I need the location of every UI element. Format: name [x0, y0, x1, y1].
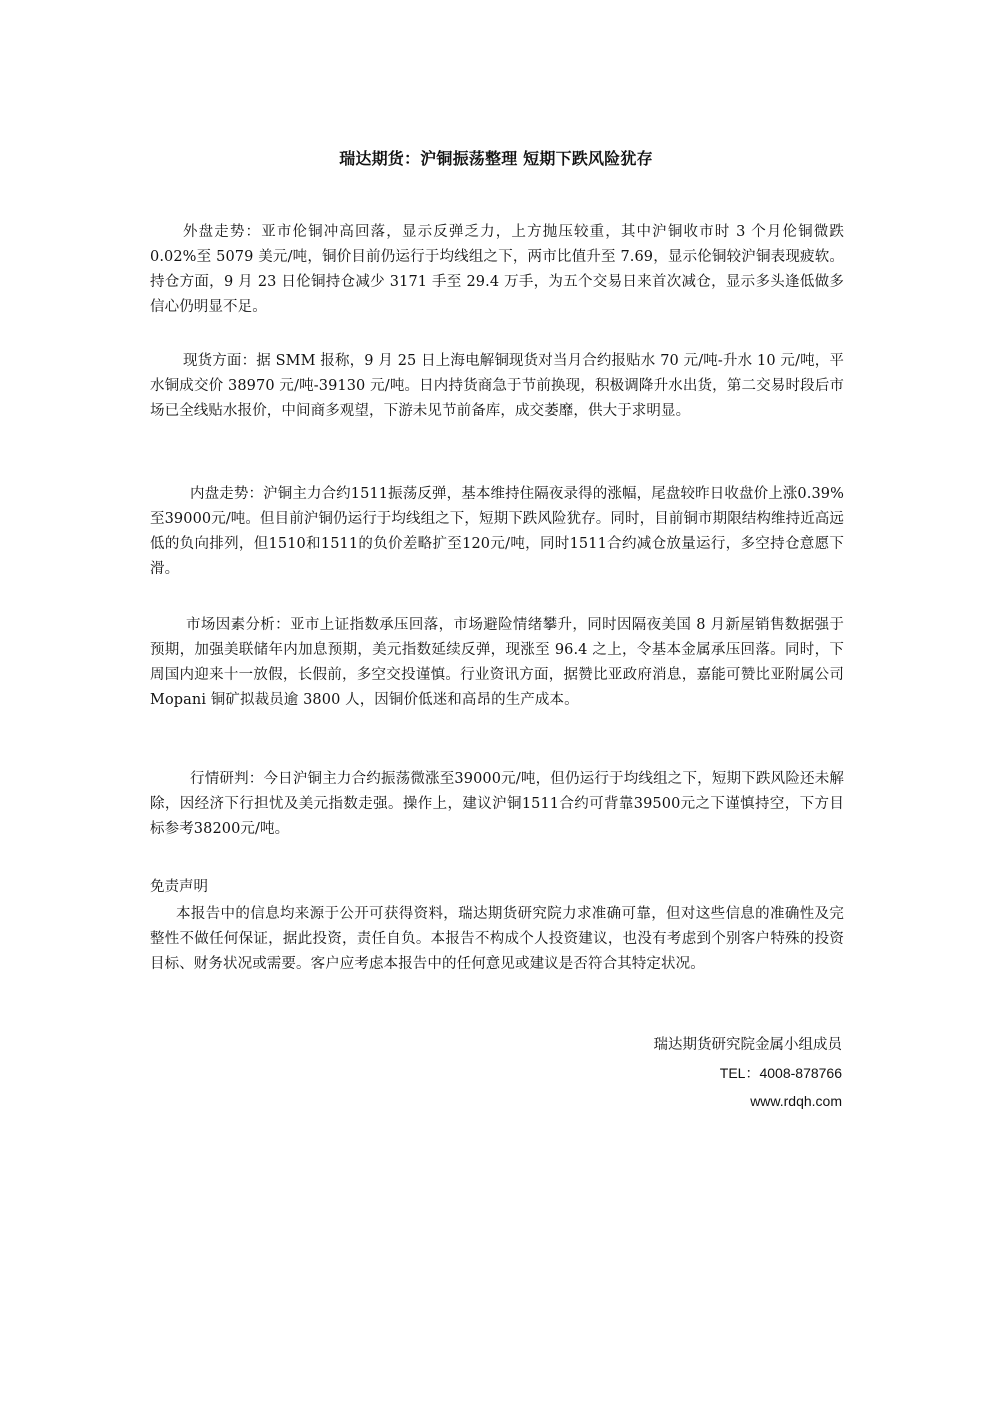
disclaimer-text: 本报告中的信息均来源于公开可获得资料，瑞达期货研究院力求准确可靠，但对这些信息的准确性及完整性不做任何保证，据此投资，责任自负。本报告不构成个人投资建议，也没有考虑到个别客户特殊的投资目标、财务状况或需要。客户应考虑本报告中的任何意见或建议是否符合其特定状况。: [150, 906, 844, 972]
paragraph-spot-market: 现货方面：据 SMM 报称，9 月 25 日上海电解铜现货对当月合约报贴水 70 元/吨-升水 10 元/吨，平水铜成交价 38970 元/吨-39130 元/吨。日内持货商急于节前换现，积极调降升水出货，第二交易时段后市场已全线贴水报价，中间商多观望，下游未见节前备库，成交萎靡，供大于求明显。: [150, 353, 844, 419]
paragraph-market-factors: 市场因素分析：亚市上证指数承压回落，市场避险情绪攀升，同时因隔夜美国 8 月新屋销售数据强于预期，加强美联储年内加息预期，美元指数延续反弹，现涨至 96.4 之上，令基本金属承压回落。同时，下周国内迎来十一放假，长假前，多空交投谨慎。行业资讯方面，据赞比亚政府消息，嘉能可赞比亚附属公司 Mopani 铜矿拟裁员逾 3800 人，因铜价低迷和高昂的生产成本。: [150, 617, 844, 708]
signature-block: [654, 1031, 843, 1115]
signature-website-link[interactable]: www.rdqh.com: [750, 1093, 842, 1109]
document-title: 瑞达期货：沪铜振荡整理 短期下跌风险犹存: [339, 149, 653, 168]
signature-tel: TEL：4008-878766: [719, 1065, 842, 1081]
disclaimer-heading: 免责声明: [150, 879, 208, 895]
paragraph-overseas-market: 外盘走势：亚市伦铜冲高回落，显示反弹乏力，上方抛压较重，其中沪铜收市时 3 个月伦铜微跌 0.02%至 5079 美元/吨，铜价目前仍运行于均线组之下，两市比值升至 7.69，显示伦铜较沪铜表现疲软。持仓方面，9 月 23 日伦铜持仓减少 3171 手至 29.4 万手，为五个交易日来首次减仓，显示多头逢低做多信心仍明显不足。: [150, 224, 844, 315]
signature-team: 瑞达期货研究院金属小组成员: [653, 1037, 842, 1053]
paragraph-outlook: 行情研判：今日沪铜主力合约振荡微涨至39000元/吨，但仍运行于均线组之下，短期下跌风险还未解除，因经济下行担忧及美元指数走强。操作上，建议沪铜1511合约可背靠39500元之下谨慎持空，下方目标参考38200元/吨。: [150, 771, 844, 837]
paragraph-domestic-market: 内盘走势：沪铜主力合约1511振荡反弹，基本维持住隔夜录得的涨幅，尾盘较昨日收盘价上涨0.39%至39000元/吨。但目前沪铜仍运行于均线组之下，短期下跌风险犹存。同时，目前铜市期限结构维持近高远低的负向排列，但1510和1511的负价差略扩至120元/吨，同时1511合约减仓放量运行，多空持仓意愿下滑。: [150, 486, 845, 577]
